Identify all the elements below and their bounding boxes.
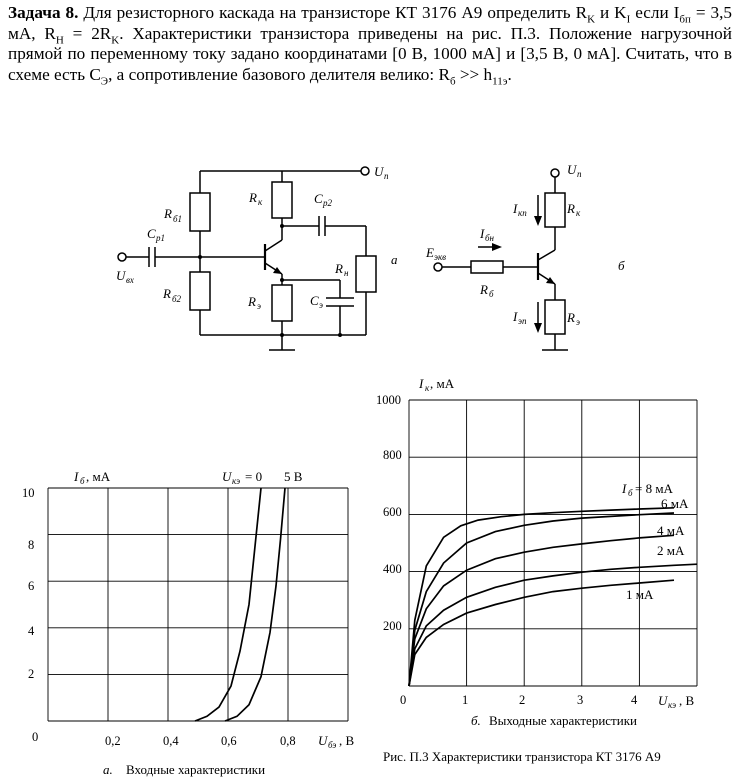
iep-label: I: [513, 309, 518, 324]
input-chart-grid: [48, 488, 348, 721]
re-label-b: R: [567, 310, 575, 325]
series-label-6ma: 6 мА: [661, 496, 689, 511]
iep-sub: эп: [518, 316, 527, 326]
ibn-label: I: [480, 226, 485, 241]
input-param-eq: = 0: [245, 469, 263, 484]
rb2-label: R: [163, 286, 171, 301]
problem-text: . Характеристики транзистора приведены на рис. П.3. Положение нагрузочной прямой по переменному току задано координатами [0 В, 1000 мА] и [3,5 В, 0 мА]. Считать, что в схеме есть С: [8, 23, 732, 84]
circuit-a-letter: а: [391, 252, 398, 267]
input-y-tick: 8: [28, 538, 35, 552]
transistor-b: [538, 250, 555, 284]
input-param-sub: кэ: [232, 476, 241, 486]
up-label-b: U: [567, 162, 577, 177]
circuit-b-letter: б: [618, 258, 625, 273]
rb-resistor-b: [471, 261, 503, 273]
series-label-8ma-val: = 8 мА: [635, 481, 673, 496]
cp1-sub: р1: [156, 233, 165, 243]
rb1-sub: б1: [173, 214, 183, 224]
up-label: U: [374, 164, 384, 179]
re-sub-b: э: [576, 317, 580, 327]
rb-sub-b: б: [489, 289, 494, 299]
input-ylabel: I: [74, 469, 79, 484]
output-y-tick: 1000: [376, 393, 401, 407]
chart-input-characteristics: [22, 469, 355, 777]
output-x-tick: 3: [577, 693, 584, 707]
ce-sub: э: [319, 300, 323, 310]
input-x-tick: 0,6: [221, 734, 237, 748]
output-y-tick: 400: [383, 562, 402, 576]
input-chart-series: [195, 488, 285, 721]
rb-label-b: R: [480, 282, 488, 297]
problem-text: = 3,5 мА, R: [8, 3, 732, 43]
output-xlabel: U: [658, 693, 668, 708]
output-chart-series: [409, 508, 697, 686]
eekv-label: E: [426, 245, 434, 260]
output-origin-label: 0: [400, 693, 407, 707]
problem-text: и K: [595, 3, 627, 22]
figure-caption: Рис. П.3 Характеристики транзистора КТ 3176 А9: [383, 749, 661, 764]
output-xlabel-unit: , В: [679, 693, 695, 708]
series-label-4ma: 4 мА: [657, 523, 685, 538]
output-ylabel-unit: , мА: [430, 376, 455, 391]
problem-sub: б: [449, 74, 456, 87]
problem-text: , а сопротивление базового делителя велико: R: [108, 64, 450, 84]
rk-sub-b: к: [576, 208, 581, 218]
input-ylabel-unit: , мА: [86, 469, 111, 484]
input-panel-letter: а.: [103, 762, 113, 777]
problem-sub: 11э: [492, 74, 508, 87]
input-xlabel-unit: , В: [339, 733, 355, 748]
input-x-tick: 0,8: [280, 734, 296, 748]
input-xlabel: U: [318, 733, 328, 748]
re-label: R: [248, 294, 256, 309]
input-param-5v: 5 В: [284, 469, 303, 484]
problem-heading: Задача 8.: [8, 3, 79, 22]
problem-text: .: [507, 64, 512, 84]
rb1-resistor: [190, 193, 210, 231]
chart-output-characteristics: [376, 376, 697, 764]
output-ylabel-sub: к: [425, 383, 430, 393]
input-y-tick: 2: [28, 667, 35, 681]
input-y-tick: 4: [28, 624, 35, 638]
output-x-tick: 2: [519, 693, 526, 707]
problem-sub: K: [111, 33, 120, 46]
problem-sub: бп: [679, 13, 691, 26]
input-y-tick: 10: [22, 486, 35, 500]
output-chart-grid: [409, 400, 697, 686]
series-label-8ma: I: [622, 481, 627, 496]
output-y-tick: 200: [383, 619, 402, 633]
uin-label: U: [116, 268, 126, 283]
input-x-tick: 0,4: [163, 734, 179, 748]
re-sub: э: [257, 301, 261, 311]
input-y-tick: 6: [28, 579, 35, 593]
output-panel-letter: б.: [471, 713, 481, 728]
up-sub: п: [384, 171, 389, 181]
output-xlabel-sub: кэ: [668, 700, 677, 710]
rk-label: R: [249, 190, 257, 205]
output-chart-title: Выходные характеристики: [489, 713, 637, 728]
input-ylabel-sub: б: [80, 476, 85, 486]
transistor-a: [265, 240, 282, 274]
ce-label: С: [310, 293, 319, 308]
ibn-sub: бн: [485, 233, 494, 243]
problem-sub: I: [626, 13, 631, 26]
output-ylabel: I: [419, 376, 424, 391]
problem-sub: Э: [100, 74, 109, 87]
rn-resistor: [356, 256, 376, 292]
problem-text: Для резисторного каскада на транзисторе КТ 3176 А9 определить R: [78, 3, 588, 22]
ikp-sub: кп: [518, 208, 527, 218]
rk-resistor-b: [545, 193, 565, 227]
series-label-1ma: 1 мА: [626, 587, 654, 602]
rn-label: R: [335, 261, 343, 276]
eekv-sub: экв: [434, 252, 447, 262]
output-y-tick: 800: [383, 448, 402, 462]
ikp-label: I: [513, 201, 518, 216]
output-x-tick: 4: [631, 693, 638, 707]
input-xlabel-sub: бэ: [328, 740, 337, 750]
input-origin-label: 0: [32, 730, 39, 744]
input-x-tick: 0,2: [105, 734, 121, 748]
input-chart-title: Входные характеристики: [126, 762, 266, 777]
problem-text: = 2R: [63, 23, 112, 43]
rb1-label: R: [164, 206, 172, 221]
rb2-resistor: [190, 272, 210, 310]
series-label-8ma-sub: б: [628, 488, 633, 498]
problem-text: если I: [630, 3, 680, 22]
output-x-tick: 1: [462, 693, 469, 707]
circuit-b: [425, 162, 625, 350]
rk-resistor: [272, 182, 292, 218]
input-param-label: U: [222, 469, 232, 484]
cp2-label: С: [314, 191, 323, 206]
cp2-sub: р2: [323, 198, 332, 208]
cp1-label: С: [147, 226, 156, 241]
rn-sub: н: [344, 268, 349, 278]
circuit-a: [116, 164, 398, 350]
uin-sub: вх: [126, 275, 134, 285]
problem-text: >> h: [455, 64, 493, 84]
problem-sub: Н: [55, 33, 64, 46]
re-resistor-b: [545, 300, 565, 334]
rk-label-b: R: [567, 201, 575, 216]
re-resistor: [272, 285, 292, 321]
up-sub-b: п: [577, 169, 582, 179]
input-series-line: [225, 488, 285, 721]
rk-sub: к: [258, 197, 263, 207]
series-label-2ma: 2 мА: [657, 543, 685, 558]
problem-sub: K: [587, 13, 596, 26]
output-y-tick: 600: [383, 505, 402, 519]
rb2-sub: б2: [172, 294, 182, 304]
